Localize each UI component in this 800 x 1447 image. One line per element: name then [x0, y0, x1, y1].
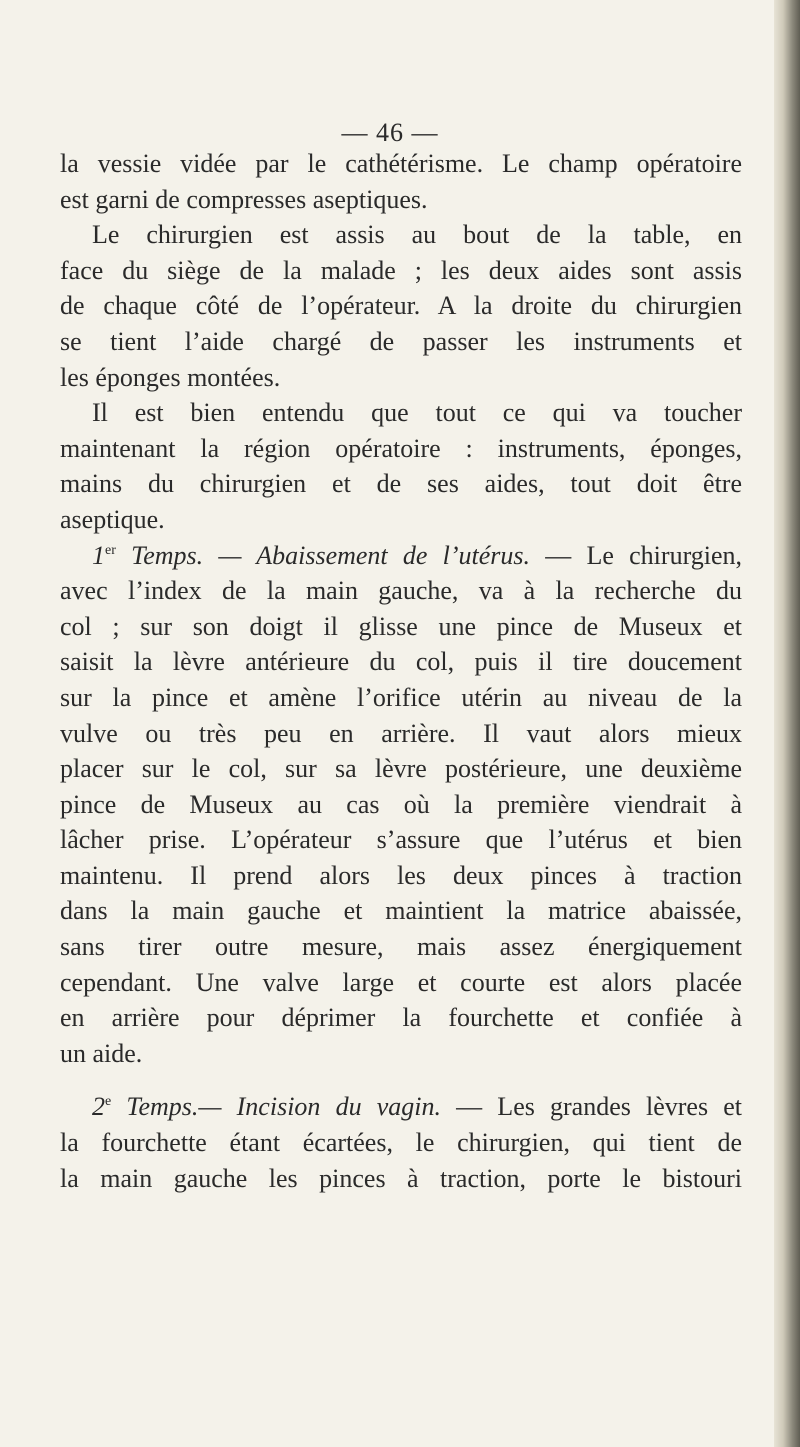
text-line: en arrière pour déprimer la fourchette et confiée à	[60, 1003, 742, 1033]
text-line: mains du chirurgien et de ses aides, tout doit être	[60, 469, 742, 499]
text-line: pince de Museux au cas où la première viendrait à	[60, 789, 742, 819]
step-2-ordinal: e	[105, 1094, 112, 1110]
text-line: sans tirer outre mesure, mais assez énergiquement	[60, 932, 742, 962]
body-text	[60, 146, 742, 1196]
text-line: aseptique.	[60, 504, 165, 534]
text-line: Il est bien entendu que tout ce qui va toucher	[92, 398, 742, 428]
text-line: lâcher prise. L’opérateur s’assure que l’utérus et bien	[60, 825, 742, 855]
step-1-number: 1	[92, 540, 105, 570]
text-line: sur la pince et amène l’orifice utérin au niveau de la	[60, 682, 742, 712]
step-2-heading-line	[60, 1089, 742, 1125]
page-number: — 46 —	[341, 118, 439, 147]
step-1-heading-line	[60, 538, 742, 574]
step-1-title: Temps. — Abaissement de l’utérus.	[131, 540, 531, 570]
text-line: face du siège de la malade ; les deux aides sont assis	[60, 255, 742, 285]
text-line: maintenu. Il prend alors les deux pinces à traction	[60, 860, 742, 890]
text-line: avec l’index de la main gauche, va à la recherche du	[60, 576, 742, 606]
text-line: dans la main gauche et maintient la matrice abaissée,	[60, 896, 742, 926]
text-line: saisit la lèvre antérieure du col, puis il tire doucement	[60, 647, 742, 677]
text-line: un aide.	[60, 1038, 143, 1068]
text-line: la fourchette étant écartées, le chirurgien, qui tient de	[60, 1128, 742, 1158]
step-2-number: 2	[92, 1092, 105, 1122]
text-line: vulve ou très peu en arrière. Il vaut alors mieux	[60, 718, 742, 748]
text-line: la main gauche les pinces à traction, porte le bistouri	[60, 1163, 742, 1193]
page-edge-shadow	[774, 0, 800, 1447]
text-line: Le chirurgien est assis au bout de la table, en	[92, 220, 742, 250]
text-line: col ; sur son doigt il glisse une pince de Museux et	[60, 611, 742, 641]
text-line: maintenant la région opératoire : instruments, éponges,	[60, 433, 742, 463]
text-line: se tient l’aide chargé de passer les instruments et	[60, 326, 742, 356]
text-line: la vessie vidée par le cathétérisme. Le champ opératoire	[60, 149, 742, 178]
step-2-title: Temps.— Incision du vagin.	[126, 1092, 441, 1122]
step-1-ordinal: er	[105, 542, 116, 558]
text-line: cependant. Une valve large et courte est alors placée	[60, 967, 742, 997]
text-line: de chaque côté de l’opérateur. A la droite du chirurgien	[60, 291, 742, 321]
text-line: est garni de compresses aseptiques.	[60, 184, 428, 214]
text-line: les éponges montées.	[60, 362, 281, 392]
step-1-text: — Le chirurgien,	[545, 540, 743, 570]
text-line: placer sur le col, sur sa lèvre postérieure, une deuxième	[60, 754, 742, 784]
step-2-text: — Les grandes lèvres et	[456, 1092, 743, 1122]
